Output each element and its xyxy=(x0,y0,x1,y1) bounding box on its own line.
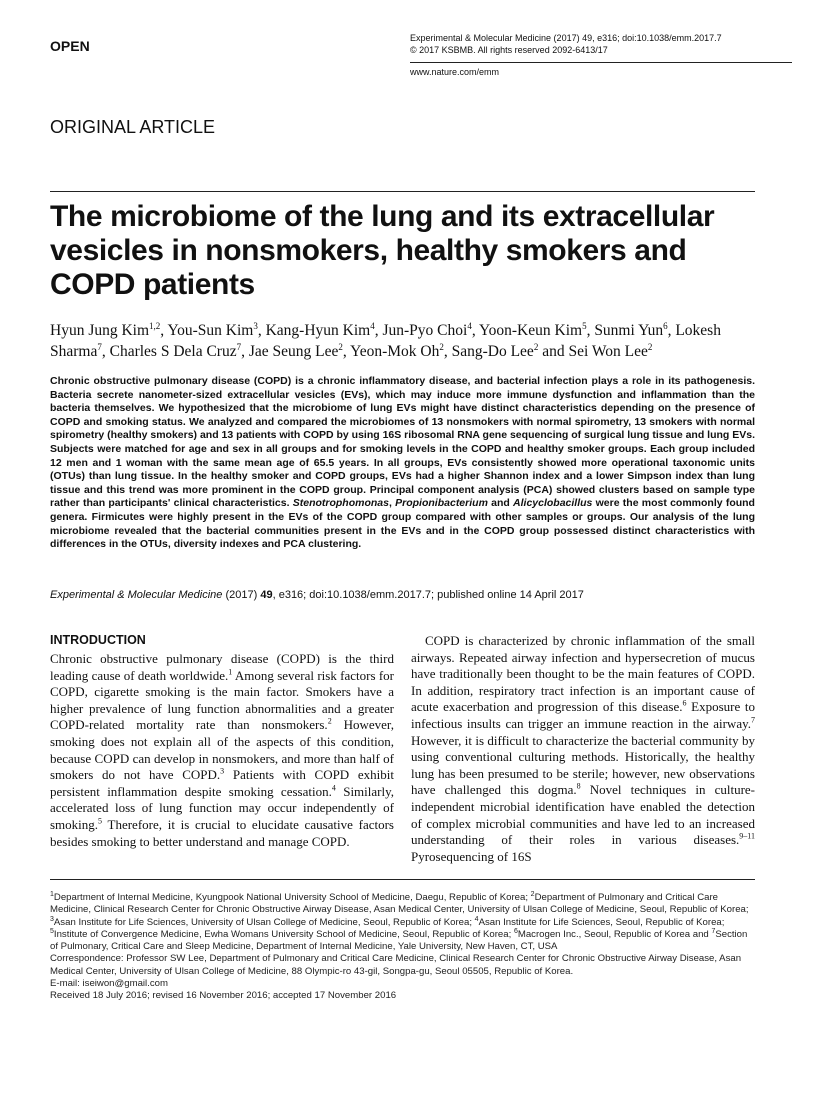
text-run: Macrogen Inc., Seoul, Republic of Korea and xyxy=(517,928,712,940)
author-affiliation-marker: 2 xyxy=(439,341,444,352)
reference-superscript: 6 xyxy=(513,927,518,935)
text-run: Similarly, accelerated loss of lung function may occur independently of smoking. xyxy=(50,783,395,832)
author-separator: , xyxy=(586,322,595,339)
author-affiliation-marker: 1,2 xyxy=(149,320,161,331)
author-list xyxy=(50,320,755,362)
reference-superscript: 5 xyxy=(98,816,103,826)
citation-rest: , e316; doi:10.1038/emm.2017.7; published online 14 April 2017 xyxy=(272,589,584,601)
reference-superscript: 7 xyxy=(751,715,755,725)
author-separator: , xyxy=(667,322,676,339)
correspondence: Correspondence: Professor SW Lee, Department of Pulmonary and Critical Care Medicine, Clinical Research Center for Chronic Obstructive Airway Disease, Asan Medical Center, University of Ulsan College of Medicine, 88 Olympic-ro 43-gil, Songpa-gu, Seoul 05505, Republic of Korea. xyxy=(50,953,742,977)
text-run: Asan Institute for Life Sciences, Seoul, Republic of Korea; xyxy=(478,916,725,928)
reference-superscript: 3 xyxy=(220,766,225,776)
abstract xyxy=(50,375,755,552)
author-name: Jae Seung Lee xyxy=(248,343,339,360)
author-name: You-Sun Kim xyxy=(167,322,254,339)
author-separator: , xyxy=(443,343,452,360)
text-run: However, it is difficult to characterize the bacterial community by using conventional culturing methods. Historically, the healthy lung has been presumed to be sterile; however, new observations have challenged this dogma. xyxy=(411,732,755,798)
abstract-text: Chronic obstructive pulmonary disease (COPD) is a chronic inflammatory disease, and bacterial infection plays a role in its pathogenesis. Bacteria secrete nanometer-sized extracellular vesicles (EVs), which may induce more immune dysfunction and inflammation than the bacteria themselves. We hypothesized that the microbiome of lung EVs might have distinct characteristics depending on the presence of COPD and smoking status. We analyzed and compared the microbiomes of 13 nonsmokers with normal spirometry, 13 smokers with normal spirometry (healthy smokers) and 13 patients with COPD by using 16S ribosomal RNA gene sequencing of surgical lung tissue and lung EVs. Subjects were matched for age and sex in all groups and for smoking levels in the COPD and healthy smoker groups. Each group included 12 men and 1 woman with the same mean age of 65.5 years. In all groups, EVs consistently showed more operational taxonomic units (OTUs) than lung tissue. In the healthy smoker and COPD groups, EVs had a higher Shannon index and a lower Simpson index than lung tissue and this trend was more prominent in the COPD group. Principal component analysis (PCA) showed clusters based on sample type rather than participants' clinical characteristics. xyxy=(50,375,756,510)
reference-superscript: 2 xyxy=(327,717,332,727)
reference-superscript: 4 xyxy=(474,915,479,923)
author-affiliation-marker: 2 xyxy=(647,341,653,352)
author-name: Charles S Dela Cruz xyxy=(109,343,237,360)
author-separator: , xyxy=(160,322,168,339)
author-affiliation-marker: 3 xyxy=(253,320,258,331)
reference-superscript: 9–11 xyxy=(739,831,755,841)
genus-name: Stenotrophomonas xyxy=(292,497,389,510)
text-run: Section of Pulmonary, Critical Care and Sleep Medicine, Department of Internal Medicine, Yale University, New Haven, CT, USA xyxy=(50,928,748,953)
author-separator: , xyxy=(342,343,351,360)
header-divider xyxy=(410,62,792,63)
section-heading-introduction: INTRODUCTION xyxy=(50,633,146,647)
intro-column-right xyxy=(411,633,755,865)
author-affiliation-marker: 5 xyxy=(582,320,587,331)
author-separator: , xyxy=(241,343,249,360)
intro-paragraph xyxy=(50,651,394,850)
text-run: Therefore, it is crucial to elucidate causative factors besides smoking to better understand and manage COPD. xyxy=(50,816,394,849)
journal-citation-line: Experimental & Molecular Medicine (2017) 49, e316; doi:10.1038/emm.2017.7 xyxy=(410,33,722,43)
copyright-line: © 2017 KSBMB. All rights reserved 2092-6413/17 xyxy=(410,44,608,55)
author-affiliation-marker: 4 xyxy=(467,320,472,331)
text-run: Patients with COPD exhibit persistent inflammation despite smoking cessation. xyxy=(50,767,394,799)
author-affiliation-marker: 7 xyxy=(236,341,242,352)
reference-superscript: 3 xyxy=(50,915,54,923)
footnote-divider xyxy=(50,879,755,880)
author-name: Sei Won Lee xyxy=(568,343,648,360)
author-separator: , xyxy=(374,322,383,339)
author-name: Jun-Pyo Choi xyxy=(382,322,468,339)
author-separator: , xyxy=(257,322,266,339)
text-run: Among several risk factors for COPD, cigarette smoking is the main factor. Smokers have a higher prevalence of lung function abnormalities and a greater COPD-related mortality rate than nonsmokers. xyxy=(50,667,395,733)
title-divider xyxy=(50,191,755,192)
author-name: Lokesh Sharma xyxy=(50,322,721,360)
received-dates: Received 18 July 2016; revised 16 November 2016; accepted 17 November 2016 xyxy=(50,990,397,1002)
author-name: Kang-Hyun Kim xyxy=(265,322,371,339)
reference-superscript: 2 xyxy=(530,890,535,898)
genus-name: Propionibacterium xyxy=(395,497,488,510)
affiliations xyxy=(50,892,757,953)
author-separator: and xyxy=(538,343,569,360)
text-run: Institute of Convergence Medicine, Ewha Womans University School of Medicine, Seoul, Republic of Korea; xyxy=(53,928,514,940)
reference-superscript: 4 xyxy=(331,783,336,793)
journal-info xyxy=(410,33,722,56)
author-separator: , xyxy=(101,343,110,360)
reference-superscript: 5 xyxy=(50,927,54,935)
author-name: Yeon-Mok Oh xyxy=(350,343,440,360)
author-affiliation-marker: 6 xyxy=(663,320,668,331)
reference-superscript: 7 xyxy=(711,927,716,935)
reference-superscript: 1 xyxy=(50,890,54,898)
reference-superscript: 8 xyxy=(576,782,581,792)
journal-url-link[interactable]: www.nature.com/emm xyxy=(410,67,500,77)
intro-paragraph xyxy=(411,633,755,865)
text-run: Chronic obstructive pulmonary disease (COPD) is the third leading cause of death worldwide. xyxy=(50,651,394,683)
author-separator: , xyxy=(471,322,479,339)
genus-name: Alicyclobacillus xyxy=(513,497,593,510)
citation-year: (2017) xyxy=(222,589,261,601)
abstract-text: were the most commonly found genera. Firmicutes were highly present in the EVs of the COPD group compared with other samples or groups. Our analysis of the lung microbiome revealed that the bacterial communities present in the EVs and in the COPD group possessed distinct characteristics with differences in the OTUs, diversity indexes and PCA clustering. xyxy=(50,497,755,551)
author-affiliation-marker: 4 xyxy=(370,320,375,331)
reference-superscript: 6 xyxy=(682,699,687,709)
article-title: The microbiome of the lung and its extracellular vesicles in nonsmokers, healthy smokers and COPD patients xyxy=(50,200,715,301)
reference-superscript: 1 xyxy=(228,667,233,677)
author-name: Sang-Do Lee xyxy=(451,343,534,360)
separator: , xyxy=(388,497,396,510)
text-run: Pyrosequencing of 16S xyxy=(411,848,532,864)
author-name: Hyun Jung Kim xyxy=(50,322,150,339)
text-run: Exposure to infectious insults can trigger an immune reaction in the airway. xyxy=(411,699,755,731)
author-affiliation-marker: 2 xyxy=(338,341,343,352)
author-name: Yoon-Keun Kim xyxy=(479,322,583,339)
text-run: COPD is characterized by chronic inflammation of the small airways. Repeated airway infection and hypersecretion of mucus have traditionally been thought to be the main features of COPD. In addition, respiratory tract infection is an important cause of acute exacerbation and progression of this disease. xyxy=(411,633,755,715)
intro-column-left xyxy=(50,651,394,850)
separator: and xyxy=(487,497,514,510)
article-type-label: ORIGINAL ARTICLE xyxy=(50,117,216,137)
text-run: Asan Institute for Life Sciences, University of Ulsan College of Medicine, Seoul, Republic of Korea; xyxy=(53,916,475,928)
footnotes xyxy=(50,892,757,1003)
author-affiliation-marker: 2 xyxy=(533,341,539,352)
citation-volume: 49 xyxy=(260,589,273,601)
open-access-label: OPEN xyxy=(50,38,90,54)
email-address[interactable]: E-mail: iseiwon@gmail.com xyxy=(50,978,168,990)
text-run: Department of Internal Medicine, Kyungpook National University School of Medicine, Daegu, Republic of Korea; xyxy=(53,892,531,903)
citation-journal: Experimental & Molecular Medicine xyxy=(50,589,223,601)
author-affiliation-marker: 7 xyxy=(97,341,102,352)
text-run: Department of Pulmonary and Critical Care Medicine, Clinical Research Center for Chronic Obstructive Airway Disease, Asan Medical Center, University of Ulsan College of Medicine, Seoul, Republic of Korea; xyxy=(50,892,749,916)
text-run: Novel techniques in culture-independent microbial identification have enabled the detection of complex microbial communities and have led to an increased understanding of their roles in various diseases. xyxy=(411,782,755,848)
author-name: Sunmi Yun xyxy=(594,322,664,339)
citation-line xyxy=(50,589,584,601)
text-run: However, smoking does not explain all of the aspects of this condition, because COPD can develop in nonsmokers, and more than half of smokers do not have COPD. xyxy=(50,717,394,783)
